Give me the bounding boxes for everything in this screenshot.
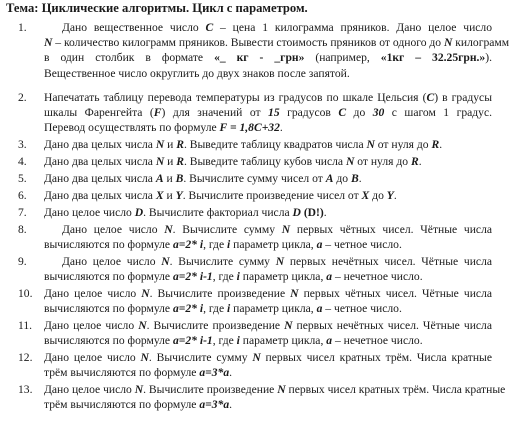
task-number: 5. <box>18 172 27 185</box>
task-text-line: Дано два целых числа X и Y. Вычислите произведение чисел от X до Y. <box>44 189 397 202</box>
task-text-line: вычисляются по формуле a=2* i-1, где i параметр цикла, a – нечетное число. <box>44 270 423 284</box>
task-text-line: Дано целое число N. Вычислите произведение N первых чисел кратных трём. Числа кратные <box>44 383 506 396</box>
task-text-line: шкалы Фаренгейта (F) для значений от 15 градусов C до 30 с шагом 1 градус. <box>44 106 493 120</box>
task-text-line: вычисляются по формуле a=2* i-1, где i параметр цикла, a – нечетное число. <box>44 334 423 348</box>
task-text-line: Дано целое число D. Вычислите факториал числа D (D!). <box>44 206 327 219</box>
task-number: 7. <box>18 206 27 219</box>
task-number: 10. <box>18 287 33 300</box>
task-number: 3. <box>18 138 27 151</box>
task-text-line: Дано целое число N. Вычислите сумму N первых чисел кратных трём. Числа кратные <box>44 351 492 364</box>
task-number: 9. <box>18 255 27 268</box>
task-text-line: Дано целое число N. Вычислите сумму N первых чётных чисел. Чётные числа <box>62 223 492 236</box>
task-text-line: Перевод осуществлять по формуле F = 1,8C+32. <box>44 121 283 135</box>
task-text-line: N – количество килограмм пряников. Вывести стоимость пряников от одного до N килограмм <box>44 36 509 50</box>
task-text-line: Дано два целых числа A и B. Вычислите сумму чисел от A до B. <box>44 172 362 185</box>
task-text-line: вычисляются по формуле a=2* i, где i параметр цикла, a – четное число. <box>44 238 402 252</box>
task-text-line: трём вычисляются по формуле a=3*a. <box>44 366 233 380</box>
task-number: 8. <box>18 223 27 236</box>
task-number: 12. <box>18 351 33 364</box>
task-number: 1. <box>18 21 27 34</box>
task-text-line: вычисляются по формуле a=2* i, где i параметр цикла, a – четное число. <box>44 302 402 316</box>
task-number: 2. <box>18 91 27 104</box>
task-text-line: Дано два целых числа N и R. Выведите таблицу квадратов числа N от нуля до R. <box>44 138 443 151</box>
task-text-line: Напечатать таблицу перевода температуры из градусов по шкале Цельсия (C) в градусы <box>44 91 492 104</box>
task-text-line: Дано два целых числа N и R. Выведите таблицу кубов числа N от нуля до R. <box>44 155 422 168</box>
task-text-line: Дано вещественное число C – цена 1 килограмма пряников. Дано целое число <box>62 21 492 34</box>
task-text-line: Дано целое число N. Вычислите произведение N первых чётных чисел. Чётные числа <box>44 287 492 300</box>
task-number: 6. <box>18 189 27 202</box>
task-number: 4. <box>18 155 27 168</box>
task-text-line: Дано целое число N. Вычислите произведение N первых нечётных чисел. Чётные числа <box>44 319 492 332</box>
task-text-line: трём вычисляются по формуле a=3*a. <box>44 398 233 412</box>
task-text-line: Вещественное число округлить до двух знаков после запятой. <box>44 66 350 80</box>
task-number: 11. <box>18 319 33 332</box>
task-text-line: Дано целое число N. Вычислите сумму N первых нечётных чисел. Чётные числа <box>62 255 492 268</box>
task-number: 13. <box>18 383 33 396</box>
task-text-line: в один столбик в формате «_ кг - _грн» (например, «1кг – 32.25грн.»). <box>44 51 492 65</box>
document-title: Тема: Циклические алгоритмы. Цикл с параметром. <box>6 1 308 15</box>
